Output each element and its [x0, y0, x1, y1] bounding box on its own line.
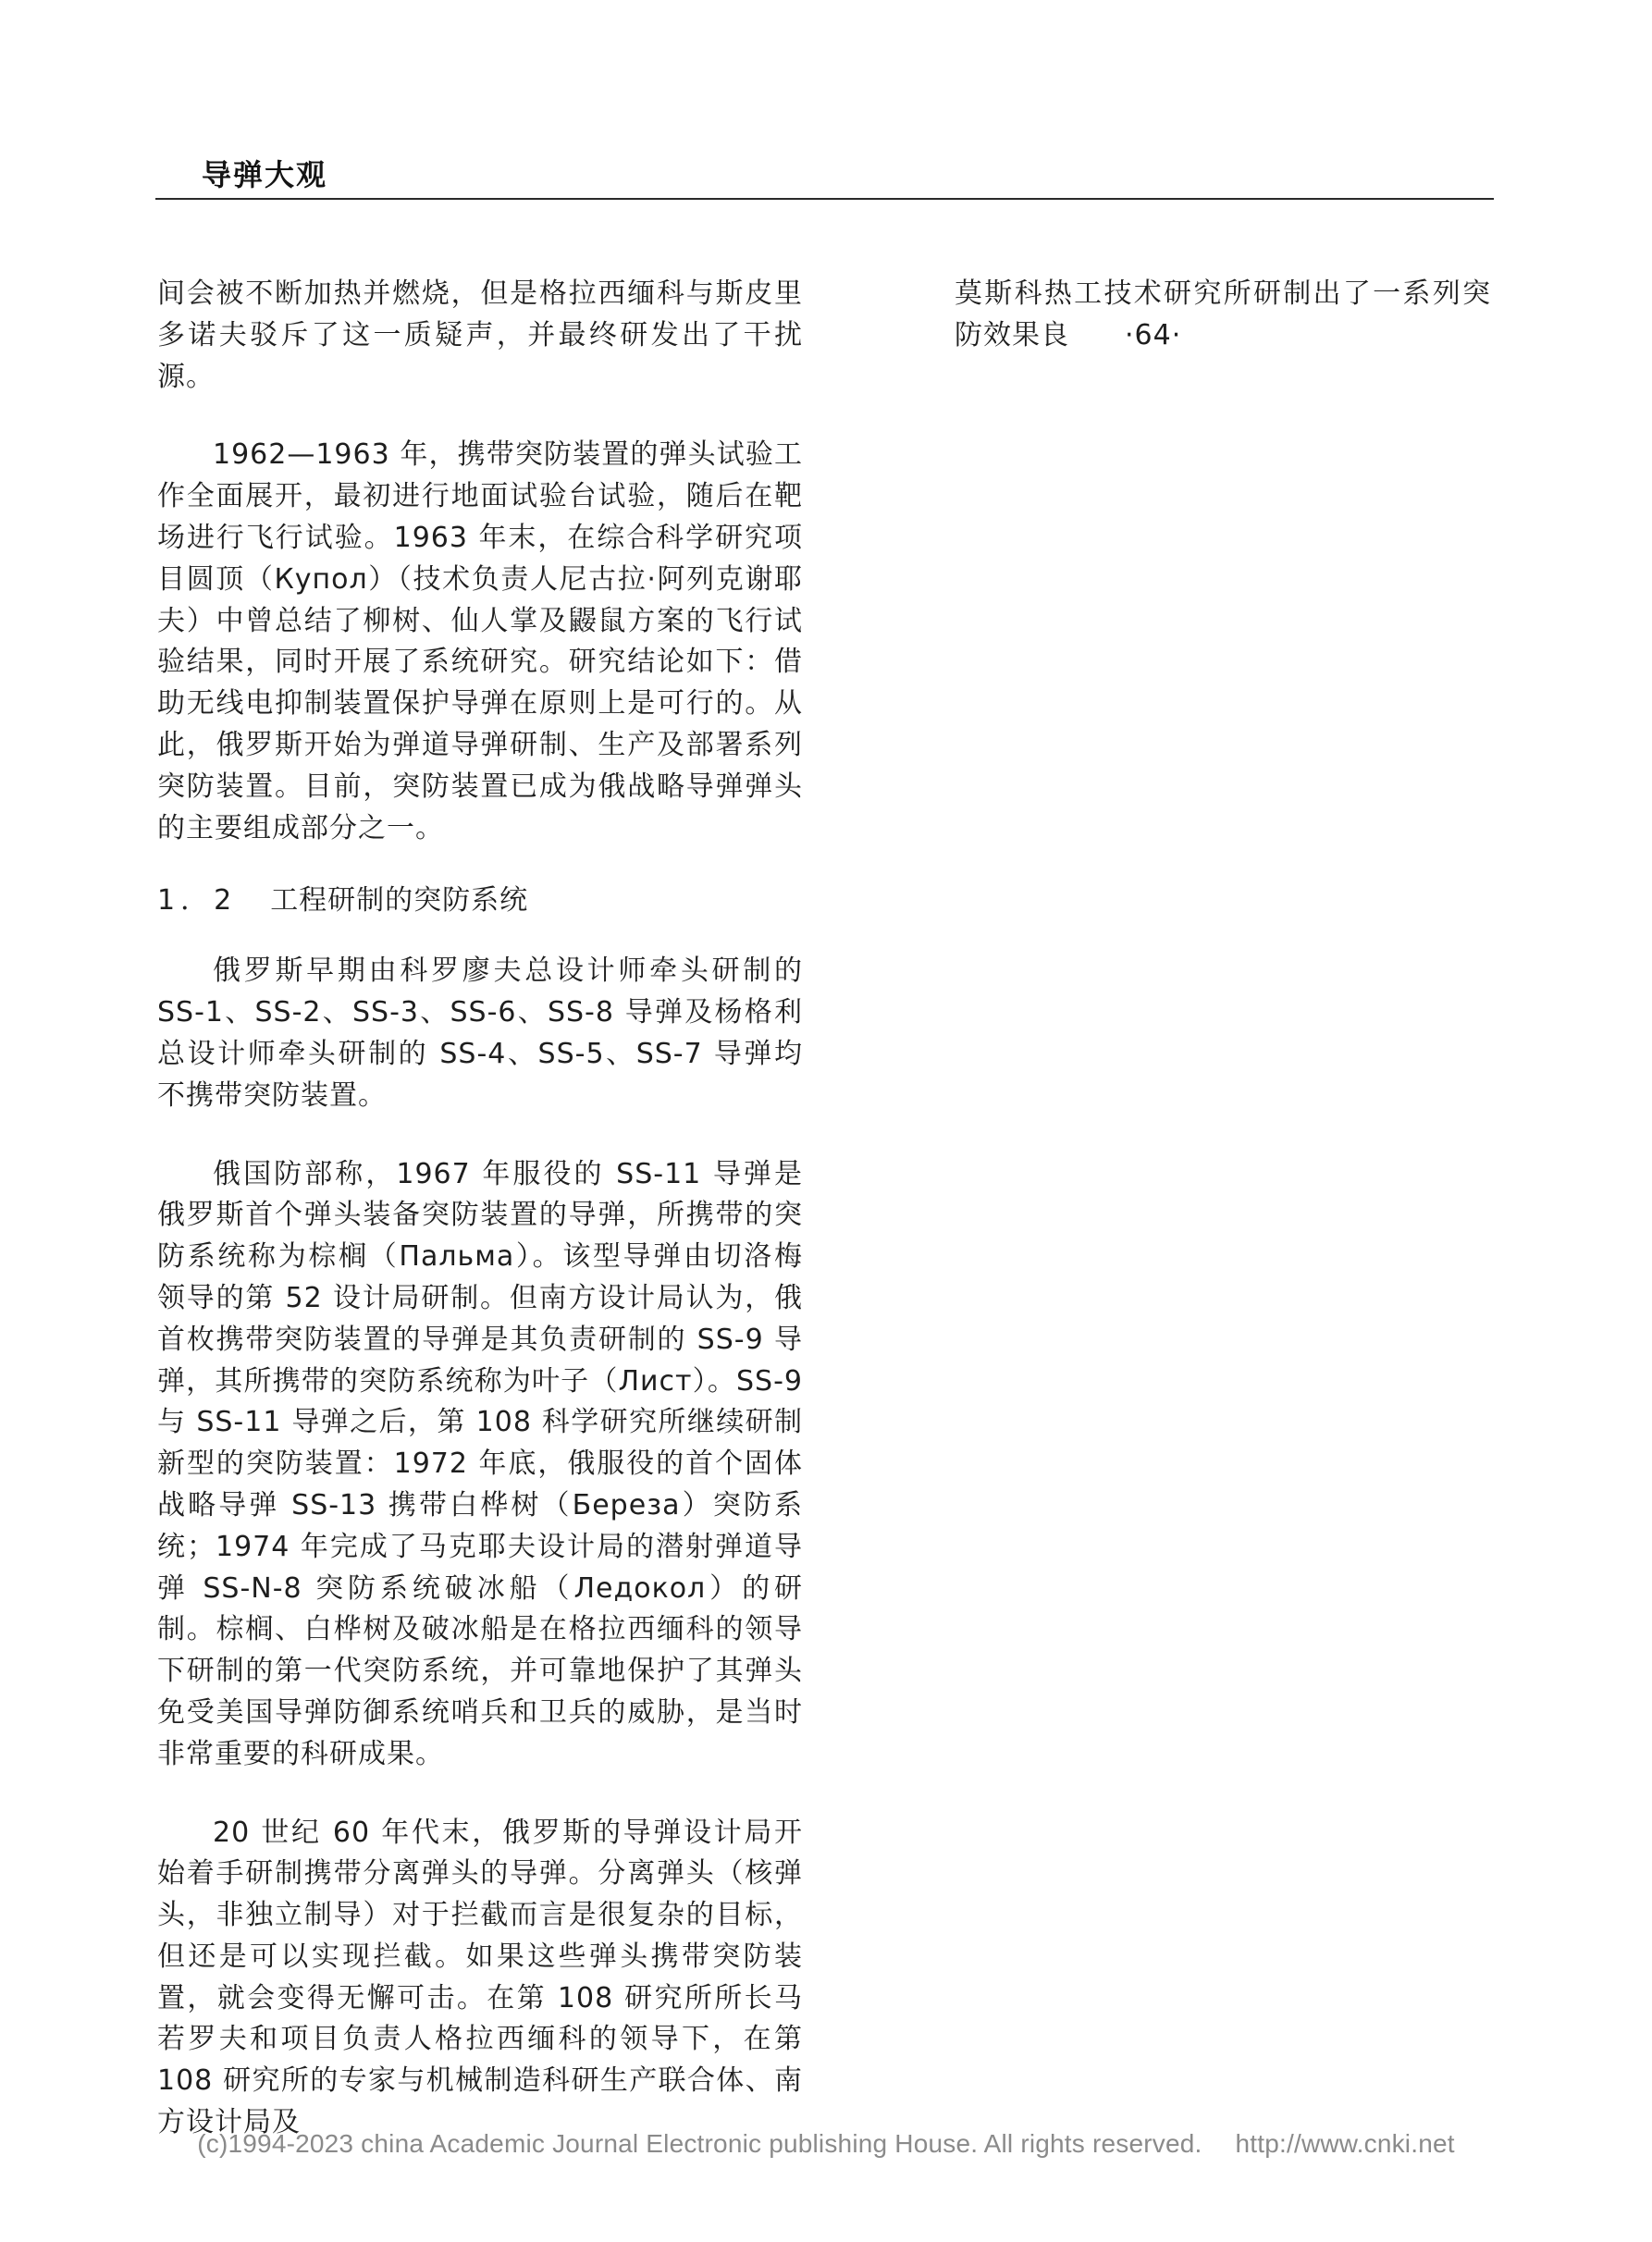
running-title: 导弹大观	[202, 157, 328, 192]
paragraph-3: 俄罗斯早期由科罗廖夫总设计师牵头研制的 SS-1、SS-2、SS-3、SS-6、SS-8 导弹及杨格利总设计师牵头研制的 SS-4、SS-5、SS-7 导弹均不携带突防装置。	[157, 955, 803, 1112]
section-number: 1．2	[157, 884, 238, 918]
paragraph-5: 20 世纪 60 年代末，俄罗斯的导弹设计局开始着手研制携带分离弹头的导弹。分离弹头（核弹头，非独立制导）对于拦截而言是很复杂的目标，但还是可以实现拦截。如果这些弹头携带突防装置，就会变得无懈可击。在第 108 研究所所长马若罗夫和项目负责人格拉西缅科的领导下，在第 108 研究所的专家与机械制造科研生产联合体、南方设计局及	[157, 1816, 803, 2139]
section-title: 工程研制的突防系统	[270, 884, 529, 918]
copyright-footer	[0, 2129, 1652, 2159]
right-column	[955, 274, 1491, 357]
right-paragraph: 莫斯科热工技术研究所研制出了一系列突防效果良	[955, 277, 1491, 351]
header-rule	[155, 198, 1494, 200]
paragraph-1: 间会被不断加热并燃烧，但是格拉西缅科与斯皮里多诺夫驳斥了这一质疑声，并最终研发出了干扰源。	[157, 277, 803, 393]
paragraph-4: 俄国防部称，1967 年服役的 SS-11 导弹是俄罗斯首个弹头装备突防装置的导弹，所携带的突防系统称为棕榈（Пальма）。该型导弹由切洛梅领导的第 52 设计局研制。但南方设计局认为，俄首枚携带突防装置的导弹是其负责研制的 SS-9 导弹，其所携带的突防系统称为叶子（Лист）。SS-9 与 SS-11 导弹之后，第 108 科学研究所继续研制新型的突防装置：1972 年底，俄服役的首个固体战略导弹 SS-13 携带白桦树（Береза）突防系统；1974 年完成了马克耶夫设计局的潜射弹道导弹 SS-N-8 突防系统破冰船（Ледокол）的研制。棕榈、白桦树及破冰船是在格拉西缅科的领导下研制的第一代突防系统，并可靠地保护了其弹头免受美国导弹防御系统哨兵和卫兵的威胁，是当时非常重要的科研成果。	[157, 1157, 803, 1770]
right-column-text	[955, 274, 1491, 357]
footer-url: http://www.cnki.net	[1235, 2129, 1455, 2158]
section-heading	[157, 881, 803, 921]
page-number: ·64·	[1125, 318, 1182, 351]
left-column	[157, 274, 803, 2144]
copyright-text: (c)1994-2023 china Academic Journal Electronic publishing House. All rights reserved.	[197, 2129, 1202, 2158]
paragraph-2: 1962—1963 年，携带突防装置的弹头试验工作全面展开，最初进行地面试验台试验，随后在靶场进行飞行试验。1963 年末，在综合科学研究项目圆顶（Купол）（技术负责人尼古拉·阿列克谢耶夫）中曾总结了柳树、仙人掌及鼹鼠方案的飞行试验结果，同时开展了系统研究。研究结论如下：借助无线电抑制装置保护导弹在原则上是可行的。从此，俄罗斯开始为弹道导弹研制、生产及部署系列突防装置。目前，突防装置已成为俄战略导弹弹头的主要组成部分之一。	[157, 438, 803, 844]
